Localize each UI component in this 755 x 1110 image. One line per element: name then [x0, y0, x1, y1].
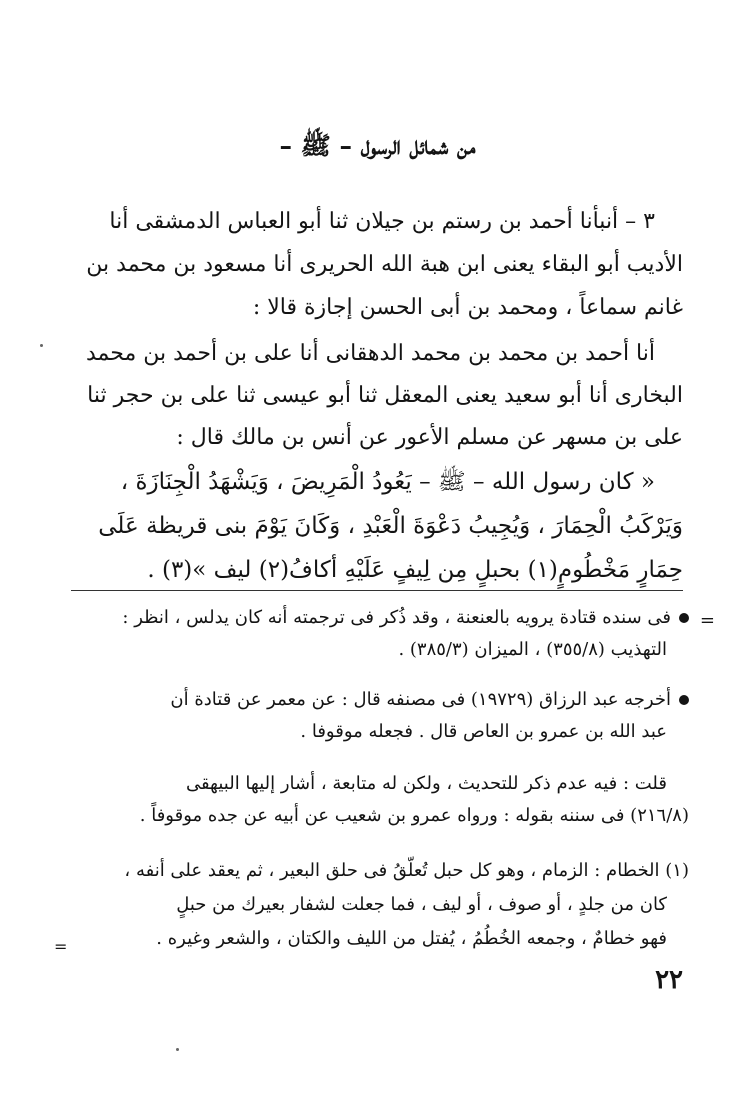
footnote-line: التهذيب (٣٥٥/٨) ، الميزان (٣٨٥/٣) . [398, 639, 667, 660]
hadith-text-paragraph [71, 460, 683, 592]
section-title-text: من شمائل الرسول – ﷺ – [279, 131, 476, 160]
footnote-line: فى سنده قتادة يرويه بالعنعنة ، وقد ذُكر فى ترجمته أنه كان يدلس ، انظر : [122, 607, 671, 628]
footnote-4 [69, 854, 689, 956]
footnote-line: قلت : فيه عدم ذكر للتحديث ، ولكن له متابعة ، أشار إليها البيهقى [185, 773, 667, 794]
page-number: ٢٢ [655, 965, 683, 995]
section-title [0, 130, 755, 167]
bullet-icon [679, 613, 689, 623]
footnote-line: فهو خطامٌ ، وجمعه الخُطُمُ ، يُفتل من الليف والكتان ، والشعر وغيره . [156, 928, 667, 949]
text-line: ٣ – أنبأنا أحمد بن رستم بن جيلان ثنا أبو العباس الدمشقى أنا [109, 209, 655, 234]
text-line: الأديب أبو البقاء يعنى ابن هبة الله الحريرى أنا مسعود بن محمد بن [86, 252, 683, 277]
text-line: على بن مسهر عن مسلم الأعور عن أنس بن مالك قال : [176, 425, 683, 450]
footnote-line: أخرجه عبد الرزاق (١٩٧٢٩) فى مصنفه قال : عن معمر عن قتادة أن [170, 689, 671, 710]
hadith-chain-paragraph-2 [71, 333, 683, 459]
continuation-mark: = [699, 610, 715, 631]
text-line: أنا أحمد بن محمد بن محمد الدهقانى أنا على بن أحمد بن محمد [86, 341, 655, 366]
footnote-line: (١) الخطام : الزمام ، وهو كل حبل تُعلّقُ فى حلق البعير ، ثم يعقد على أنفه ، [124, 860, 689, 881]
scan-speck [176, 1048, 179, 1051]
footnote-line: (٢١٦/٨) فى سننه بقوله : ورواه عمرو بن شعيب عن أبيه عن جده موقوفاً . [139, 805, 689, 826]
text-line: وَيَرْكَبُ الْحِمَارَ ، وَيُجِيبُ دَعْوَةَ الْعَبْدِ ، وَكَانَ يَوْمَ بنى قريظة عَلَى [98, 513, 683, 539]
footnote-2 [69, 684, 689, 748]
scan-speck [40, 344, 43, 347]
footnote-divider [71, 590, 683, 591]
text-line: « كان رسول الله – ﷺ – يَعُودُ الْمَرِيضَ ، وَيَشْهَدُ الْجِنَازَةَ ، [120, 469, 655, 495]
hadith-chain-paragraph [71, 200, 683, 329]
footnote-1 [69, 602, 689, 666]
text-line: حِمَارٍ مَخْطُومٍ(١) بحبلٍ مِن لِيفٍ عَلَيْهِ أكافُ(٢) ليف »(٣) . [147, 557, 683, 583]
text-line: غانم سماعاً ، ومحمد بن أبى الحسن إجازة قالا : [252, 295, 683, 320]
footnote-3 [69, 768, 689, 832]
bullet-icon [679, 695, 689, 705]
continuation-mark-bottom: = [54, 937, 68, 956]
footnote-line: عبد الله بن عمرو بن العاص قال . فجعله موقوفا . [300, 721, 667, 742]
footnote-line: كان من جلدٍ ، أو صوف ، أو ليف ، فما جعلت لشفار بعيرك من حبلٍ [176, 894, 667, 915]
text-line: البخارى أنا أبو سعيد يعنى المعقل ثنا أبو عيسى ثنا على بن حجر ثنا [87, 383, 683, 408]
